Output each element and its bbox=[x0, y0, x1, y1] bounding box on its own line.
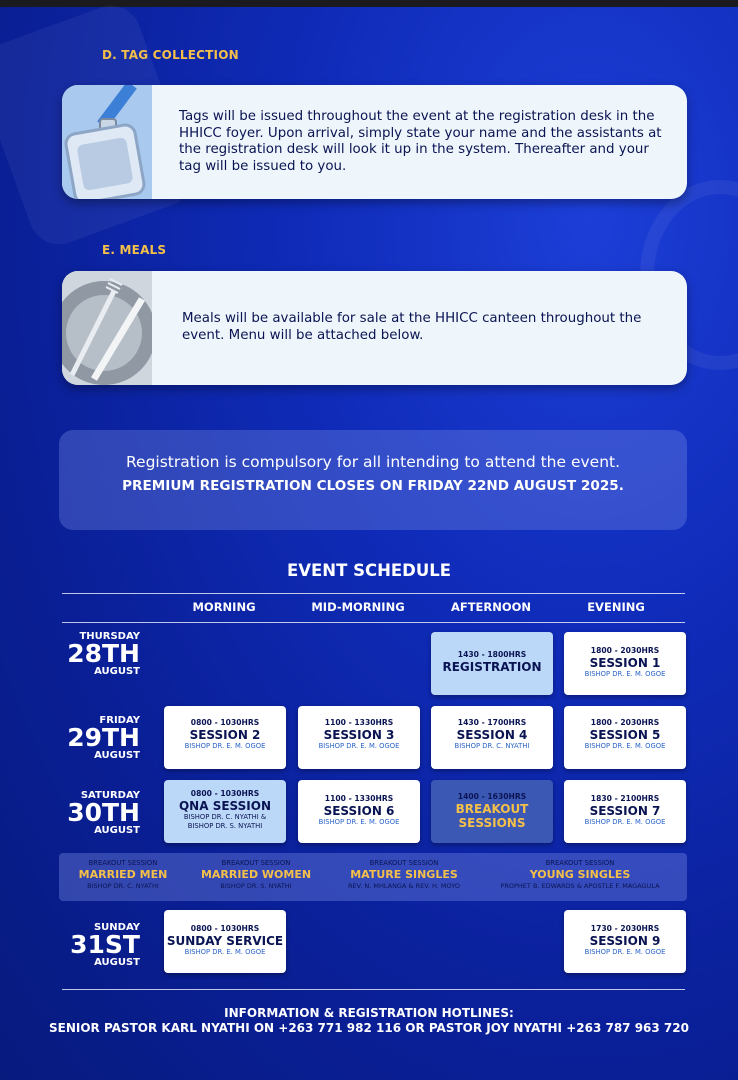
lanyard-tag-icon bbox=[62, 85, 152, 199]
session-cell: 1830 - 2100HRS SESSION 7 BISHOP DR. E. M. OGOE bbox=[564, 780, 686, 843]
column-morning: MORNING bbox=[192, 600, 256, 614]
day-sunday: SUNDAY 31ST AUGUST bbox=[70, 922, 140, 968]
session-cell: 1800 - 2030HRS SESSION 1 BISHOP DR. E. M. OGOE bbox=[564, 632, 686, 695]
meals-heading: E. MEALS bbox=[102, 243, 167, 257]
session-cell: 1400 - 1630HRS BREAKOUT SESSIONS bbox=[431, 780, 553, 843]
hotlines-heading: INFORMATION & REGISTRATION HOTLINES: bbox=[224, 1006, 514, 1020]
tag-collection-card bbox=[62, 85, 687, 199]
column-evening: EVENING bbox=[587, 600, 645, 614]
hotlines-contacts: SENIOR PASTOR KARL NYATHI ON +263 771 982 116 OR PASTOR JOY NYATHI +263 787 963 720 bbox=[49, 1021, 689, 1035]
session-cell: 1800 - 2030HRS SESSION 5 BISHOP DR. E. M. OGOE bbox=[564, 706, 686, 769]
session-cell: 1430 - 1800HRS REGISTRATION bbox=[431, 632, 553, 695]
column-mid-morning: MID-MORNING bbox=[311, 600, 405, 614]
fork-knife-plate-icon bbox=[62, 271, 152, 385]
day-saturday: SATURDAY 30TH AUGUST bbox=[67, 790, 140, 836]
day-friday: FRIDAY 29TH AUGUST bbox=[67, 715, 140, 761]
schedule-top-divider bbox=[62, 593, 685, 594]
session-cell: 1430 - 1700HRS SESSION 4 BISHOP DR. C. NYATHI bbox=[431, 706, 553, 769]
day-thursday: THURSDAY 28TH AUGUST bbox=[67, 631, 140, 677]
meals-card bbox=[62, 271, 687, 385]
meals-text: Meals will be available for sale at the HHICC canteen throughout the event. Menu will be attached below. bbox=[182, 311, 642, 343]
breakout-mature-singles: BREAKOUT SESSION MATURE SINGLES REV. N. MHLANGA & REV. H. MOYO bbox=[348, 859, 460, 890]
session-cell: 0800 - 1030HRS QNA SESSION BISHOP DR. C. NYATHI & BISHOP DR. S. NYATHI bbox=[164, 780, 286, 843]
column-afternoon: AFTERNOON bbox=[450, 600, 532, 614]
breakout-sessions-row bbox=[59, 853, 687, 901]
registration-compulsory-text: Registration is compulsory for all intending to attend the event. bbox=[125, 453, 621, 471]
event-schedule-title: EVENT SCHEDULE bbox=[286, 561, 452, 580]
schedule-bottom-divider bbox=[62, 989, 685, 990]
schedule-header-divider bbox=[62, 622, 685, 623]
session-cell: 1100 - 1330HRS SESSION 6 BISHOP DR. E. M. OGOE bbox=[298, 780, 420, 843]
session-cell: 0800 - 1030HRS SUNDAY SERVICE BISHOP DR. E. M. OGOE bbox=[164, 910, 286, 973]
tag-collection-heading: D. TAG COLLECTION bbox=[102, 48, 239, 62]
session-cell: 1100 - 1330HRS SESSION 3 BISHOP DR. E. M. OGOE bbox=[298, 706, 420, 769]
session-cell: 1730 - 2030HRS SESSION 9 BISHOP DR. E. M. OGOE bbox=[564, 910, 686, 973]
session-cell: 0800 - 1030HRS SESSION 2 BISHOP DR. E. M. OGOE bbox=[164, 706, 286, 769]
breakout-married-women: BREAKOUT SESSION MARRIED WOMEN BISHOP DR. S. NYATHI bbox=[200, 859, 312, 890]
registration-deadline-text: PREMIUM REGISTRATION CLOSES ON FRIDAY 22ND AUGUST 2025. bbox=[122, 478, 624, 494]
breakout-married-men: BREAKOUT SESSION MARRIED MEN BISHOP DR. C. NYATHI bbox=[78, 859, 168, 890]
registration-notice bbox=[59, 430, 687, 530]
breakout-young-singles: BREAKOUT SESSION YOUNG SINGLES PROPHET B. EDWARDS & APOSTLE F. MAGAGULA bbox=[500, 859, 660, 890]
tag-collection-text: Tags will be issued throughout the event at the registration desk in the HHICC foyer. Upon arrival, simply state your name and the assistants at the registration desk will look it up in the system. Thereafter and your tag will be issued to you. bbox=[179, 109, 662, 174]
